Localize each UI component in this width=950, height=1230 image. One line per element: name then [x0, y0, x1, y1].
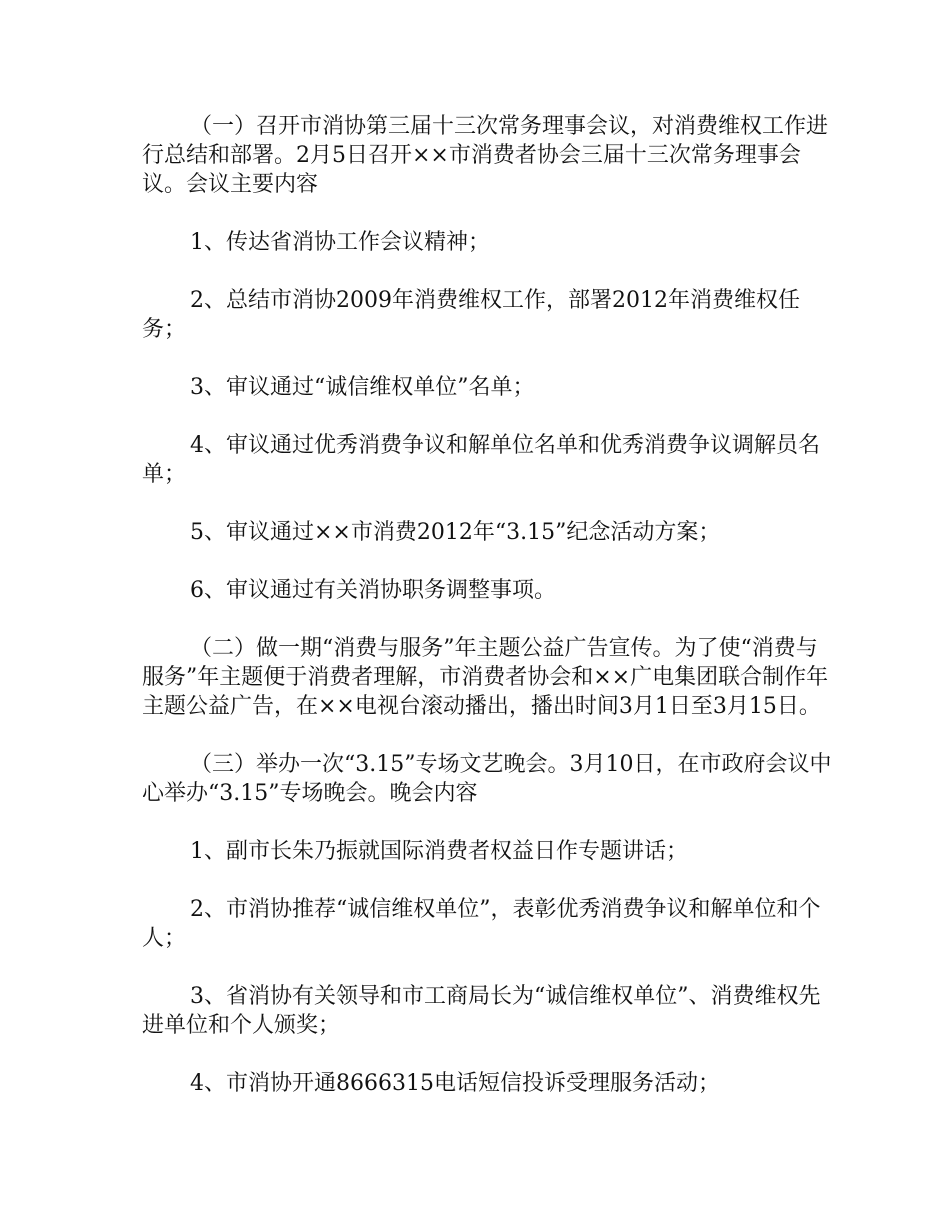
paragraph-section-2: （二）做一期“消费与服务”年主题公益广告宣传。为了使“消费与服务”年主题便于消费者理解，市消费者协会和××广电集团联合制作年主题公益广告，在××电视台滚动播出，播出时间3月1日至3月15日。: [142, 636, 829, 719]
paragraph-gala-item-3: 3、省消协有关领导和市工商局长为“诚信维权单位”、消费维权先进单位和个人颁奖；: [142, 984, 821, 1038]
paragraph-gala-item-2: 2、市消协推荐“诚信维权单位”，表彰优秀消费争议和解单位和个人；: [142, 897, 821, 951]
paragraph-item-1: 1、传达省消协工作会议精神；: [190, 230, 490, 255]
document-body: [142, 112, 832, 1127]
paragraph-item-5: 5、审议通过××市消费2012年“3.15”纪念活动方案；: [190, 520, 721, 545]
paragraph-item-2: 2、总结市消协2009年消费维权工作，部署2012年消费维权任务；: [142, 288, 800, 342]
paragraph-gala-item-1: 1、副市长朱乃振就国际消费者权益日作专题讲话；: [190, 839, 688, 864]
paragraph-gala-item-4: 4、市消协开通8666315电话短信投诉受理服务活动；: [190, 1071, 720, 1096]
paragraph-item-6: 6、审议通过有关消协职务调整事项。: [190, 578, 556, 603]
paragraph-section-1-heading: （一）召开市消协第三届十三次常务理事会议，对消费维权工作进行总结和部署。2月5日召开××市消费者协会三届十三次常务理事会议。会议主要内容: [142, 114, 829, 197]
paragraph-item-4: 4、审议通过优秀消费争议和解单位名单和优秀消费争议调解员名单；: [142, 433, 820, 487]
paragraph-section-3-heading: （三）举办一次“3.15”专场文艺晚会。3月10日，在市政府会议中心举办“3.15”专场晚会。晚会内容: [142, 752, 832, 806]
paragraph-item-3: 3、审议通过“诚信维权单位”名单；: [190, 375, 535, 400]
